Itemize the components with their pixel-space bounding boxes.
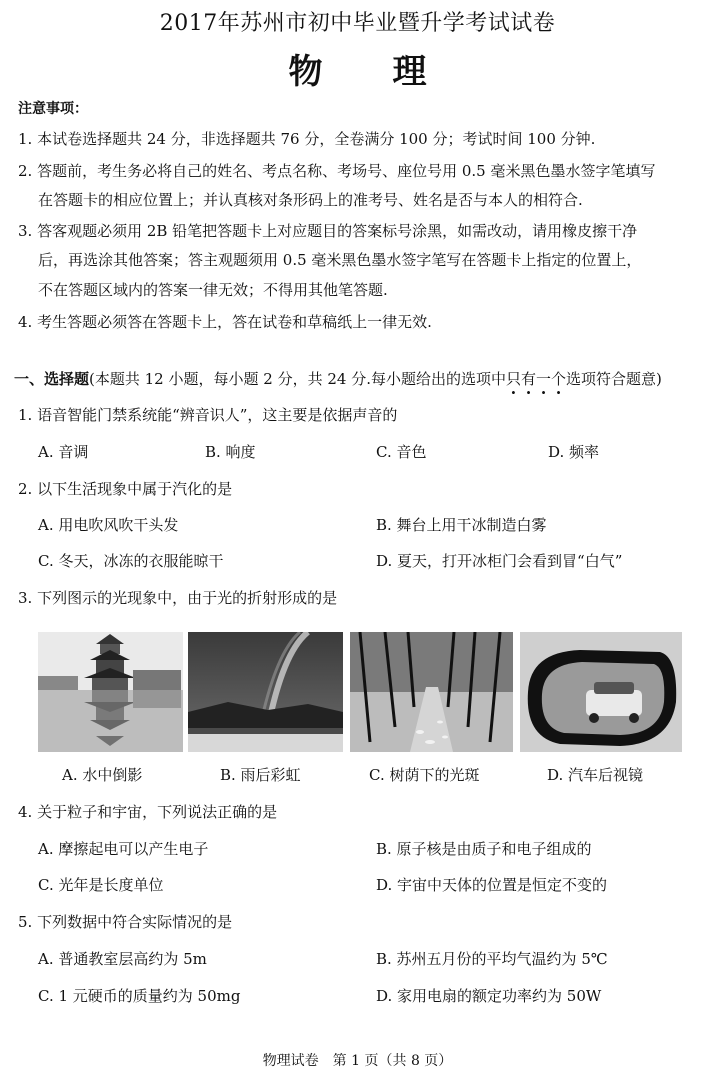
note-line: 3. 答客观题必须用 2B 铅笔把答题卡上对应题目的答案标号涂黑，如需改动，请用橡皮擦干净 xyxy=(18,222,638,240)
note-line: 2. 答题前，考生务必将自己的姓名、考点名称、考场号、座位号用 0.5 毫米黑色墨水签字笔填写 xyxy=(18,162,656,180)
option: D. 宇宙中天体的位置是恒定不变的 xyxy=(376,876,608,894)
option: A. 普通教室层高约为 5m xyxy=(38,950,207,968)
option: A. 用电吹风吹干头发 xyxy=(38,516,179,534)
option: A. 摩擦起电可以产生电子 xyxy=(38,840,209,858)
section-heading xyxy=(14,368,662,389)
photo-caption: B. 雨后彩虹 xyxy=(220,766,301,784)
section-label: 一、选择题 xyxy=(14,370,90,388)
section-desc: (本题共 12 小题，每小题 2 分，共 24 分.每小题给出的选项中 xyxy=(89,370,506,388)
subject-title: 物理 xyxy=(288,52,497,92)
note-line: 后，再选涂其他答案；答主观题须用 0.5 毫米黑色墨水签字笔写在答题卡上指定的位置上， xyxy=(38,251,642,269)
option: D. 频率 xyxy=(548,443,600,461)
emphasis-char: 个 xyxy=(551,370,567,388)
note-line: 在答题卡的相应位置上；并认真核对条形码上的准考号、姓名是否与本人的相符合. xyxy=(38,191,583,209)
notes-heading: 注意事项： xyxy=(18,101,88,117)
photo-caption: D. 汽车后视镜 xyxy=(547,766,644,784)
question-stem: 1. 语音智能门禁系统能“辨音识人”，这主要是依据声音的 xyxy=(18,406,398,424)
option: B. 舞台上用干冰制造白雾 xyxy=(376,516,547,534)
option: C. 1 元硬币的质量约为 50mg xyxy=(38,987,241,1005)
emphasis-char: 一 xyxy=(536,370,552,388)
question-stem: 5. 下列数据中符合实际情况的是 xyxy=(18,913,233,931)
photo-rainbow xyxy=(188,632,343,752)
page-footer: 物理试卷 第 1 页（共 8 页） xyxy=(262,1053,453,1069)
option: D. 家用电扇的额定功率约为 50W xyxy=(376,987,602,1005)
emphasis-char: 有 xyxy=(520,370,536,388)
option: C. 冬天，冰冻的衣服能晾干 xyxy=(38,552,224,570)
photo-caption: C. 树荫下的光斑 xyxy=(369,766,480,784)
photo-water-reflection xyxy=(38,632,183,752)
question-stem: 4. 关于粒子和宇宙，下列说法正确的是 xyxy=(18,803,278,821)
option: B. 原子核是由质子和电子组成的 xyxy=(376,840,592,858)
option: D. 夏天，打开冰柜门会看到冒“白气” xyxy=(376,552,623,570)
emphasis-char: 只 xyxy=(505,370,521,388)
note-line: 不在答题区域内的答案一律无效；不得用其他笔答题. xyxy=(38,281,388,299)
section-desc-end: 选项符合题意) xyxy=(566,370,662,388)
photo-tree-shade xyxy=(350,632,513,752)
option: B. 苏州五月份的平均气温约为 5℃ xyxy=(376,950,608,968)
option: B. 响度 xyxy=(205,443,256,461)
photo-caption: A. 水中倒影 xyxy=(62,766,143,784)
note-line: 1. 本试卷选择题共 24 分，非选择题共 76 分，全卷满分 100 分；考试时间 100 分钟. xyxy=(18,130,596,148)
option: C. 音色 xyxy=(376,443,427,461)
question-stem: 3. 下列图示的光现象中，由于光的折射形成的是 xyxy=(18,589,338,607)
question-stem: 2. 以下生活现象中属于汽化的是 xyxy=(18,480,233,498)
option: C. 光年是长度单位 xyxy=(38,876,164,894)
photo-car-mirror xyxy=(520,632,682,752)
option: A. 音调 xyxy=(38,443,89,461)
note-line: 4. 考生答题必须答在答题卡上，答在试卷和草稿纸上一律无效. xyxy=(18,313,432,331)
exam-title: 2017年苏州市初中毕业暨升学考试试卷 xyxy=(159,11,556,36)
